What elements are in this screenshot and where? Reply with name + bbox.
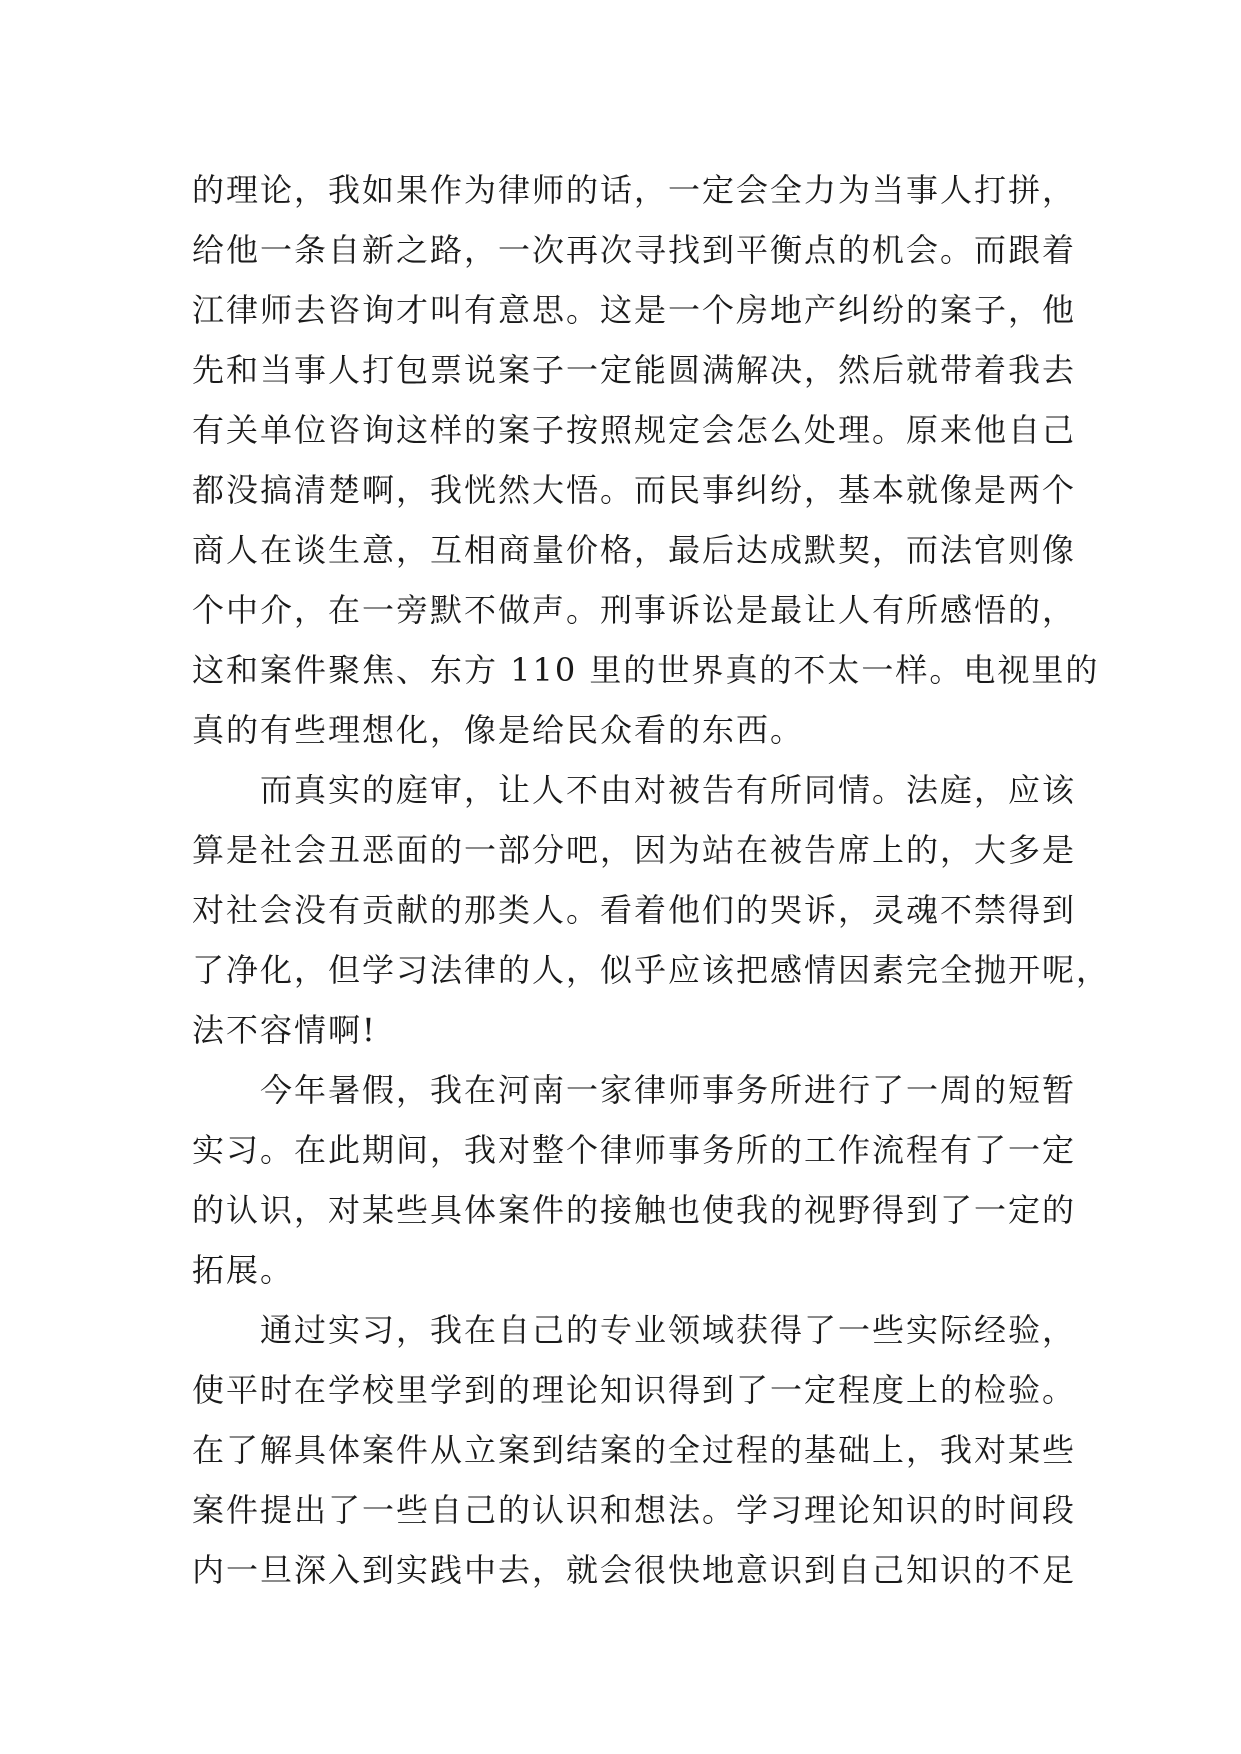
text-line: 法不容情啊! — [192, 1011, 377, 1049]
text-line: 的认识，对某些具体案件的接触也使我的视野得到了一定的 — [192, 1191, 1077, 1229]
text-line: 今年暑假，我在河南一家律师事务所进行了一周的短暂 — [192, 1071, 1077, 1109]
text-line: 都没搞清楚啊，我恍然大悟。而民事纠纷，基本就像是两个 — [192, 471, 1077, 509]
text-line: 真的有些理想化，像是给民众看的东西。 — [192, 711, 805, 749]
text-line: 商人在谈生意，互相商量价格，最后达成默契，而法官则像 — [192, 531, 1077, 569]
text-line: 算是社会丑恶面的一部分吧，因为站在被告席上的，大多是 — [192, 831, 1077, 869]
text-line: 实习。在此期间，我对整个律师事务所的工作流程有了一定 — [192, 1131, 1077, 1169]
text-line: 有关单位咨询这样的案子按照规定会怎么处理。原来他自己 — [192, 411, 1077, 449]
text-line: 而真实的庭审，让人不由对被告有所同情。法庭，应该 — [192, 771, 1077, 809]
body-text — [192, 160, 1111, 1600]
text-line: 江律师去咨询才叫有意思。这是一个房地产纠纷的案子，他 — [192, 291, 1077, 329]
text-line: 先和当事人打包票说案子一定能圆满解决，然后就带着我去 — [192, 351, 1077, 389]
text-line: 个中介，在一旁默不做声。刑事诉讼是最让人有所感悟的， — [192, 591, 1077, 629]
text-line: 内一旦深入到实践中去，就会很快地意识到自己知识的不足 — [192, 1551, 1077, 1589]
text-line: 了净化，但学习法律的人，似乎应该把感情因素完全抛开呢， — [192, 951, 1111, 989]
text-line: 案件提出了一些自己的认识和想法。学习理论知识的时间段 — [192, 1491, 1077, 1529]
text-line: 通过实习，我在自己的专业领域获得了一些实际经验， — [192, 1311, 1077, 1349]
text-line: 在了解具体案件从立案到结案的全过程的基础上，我对某些 — [192, 1431, 1077, 1469]
text-line: 使平时在学校里学到的理论知识得到了一定程度上的检验。 — [192, 1371, 1077, 1409]
text-line: 对社会没有贡献的那类人。看着他们的哭诉，灵魂不禁得到 — [192, 891, 1077, 929]
text-line: 给他一条自新之路，一次再次寻找到平衡点的机会。而跟着 — [192, 231, 1077, 269]
text-line: 的理论，我如果作为律师的话，一定会全力为当事人打拼， — [192, 171, 1077, 209]
text-line: 这和案件聚焦、东方 110 里的世界真的不太一样。电视里的 — [192, 651, 1100, 689]
text-line: 拓展。 — [192, 1251, 295, 1289]
